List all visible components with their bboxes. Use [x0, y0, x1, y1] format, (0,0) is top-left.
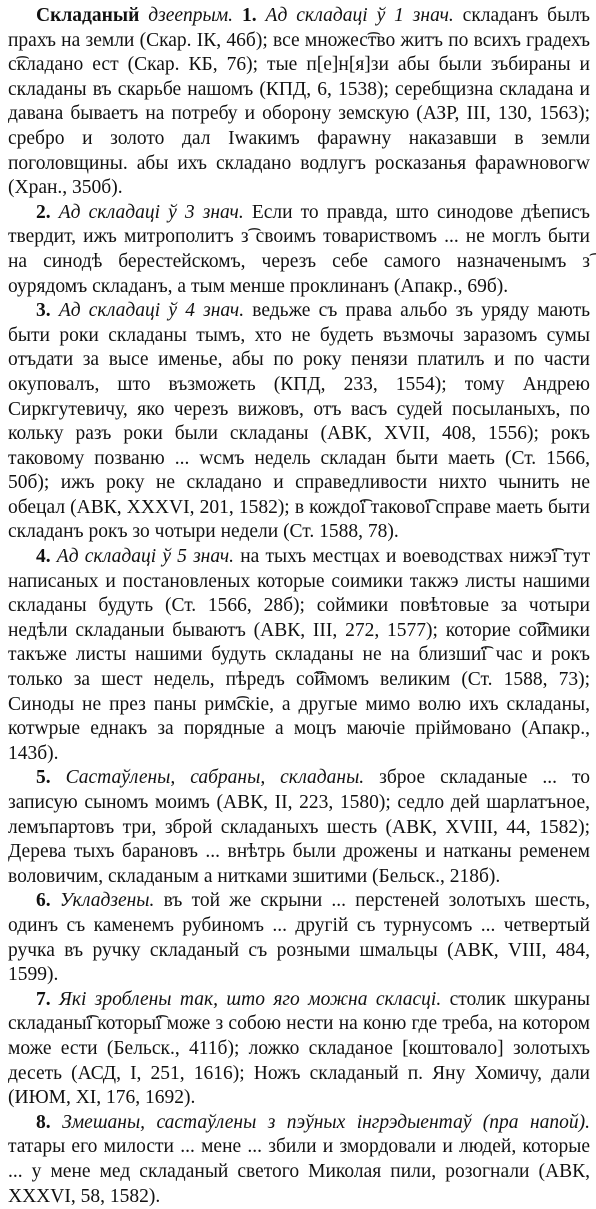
sense-gloss: Ад складаці ў 5 знач. — [56, 546, 235, 568]
sense-gloss: Ад складаці ў 3 знач. — [58, 201, 244, 223]
sense-number: 3. — [36, 300, 51, 322]
sense-number: 1. — [241, 5, 257, 26]
sense-gloss: Ад складаці ў 4 знач. — [58, 300, 245, 322]
sense-6 — [8, 889, 590, 987]
sense-number: 6. — [36, 890, 51, 912]
sense-citations: татары его милости ... мене ... збили и змордовали и людей, которые ... у мене мед складаный светого Миколая пили, розогнали (АВК, XXXVI, 58, 1582). — [8, 1136, 590, 1207]
sense-gloss: Ад складаці ў 1 знач. — [265, 5, 454, 26]
part-of-speech: дзеепрым. — [148, 5, 234, 26]
sense-number: 5. — [36, 767, 51, 789]
sense-8 — [8, 1111, 590, 1209]
sense-5 — [8, 766, 590, 889]
sense-3 — [8, 299, 590, 545]
sense-number: 4. — [36, 546, 51, 568]
sense-citations: столик шкураны складаны͡ї которы͡ї може з собою нести на коню где треба, на котором може ести (Бельск., 411б); ложко складаное [коштовало] золотыхъ десеть (АСД, І, 251, 1616); Ножъ складаный п. Яну Хомичу, дали (ИЮМ, XI, 176, 1692). — [8, 988, 590, 1109]
sense-2 — [8, 201, 590, 299]
sense-number: 8. — [36, 1111, 51, 1133]
sense-citations: на тыхъ местцах и воеводствах нижэ͡ї тут написаных и постановленых которые соимики такжэ листы нашими складаны будуть (Ст. 1566, 28б); соймики повѣтовые за чотыри недѣли складаныи бываютъ (АВК, ІІІ, 272, 1577); которие со͡ймики такъже листы нашими будуть складаны не на близши͡ї час и рокъ только за шест недель, пѣредъ со͡ймомъ великим (Ст. 1588, 73); Синоды не през паны рим͡скіе, а другые мимо волю ихъ складаны, котwрые еднакъ за порядные а моцъ маючіе пріймовано (Апакр., 143б). — [8, 546, 591, 764]
sense-gloss: Які зроблены так, што яго можна скласці. — [59, 988, 442, 1010]
sense-citations: зброе складаные ... то записую сыномъ моимъ (АВК, ІІ, 223, 1580); седло дей шарлатъное, лемъпартовъ три, зброй складаныхъ шесть (АВК, XVIII, 44, 1582); Дерева тыхъ барановъ ... внѣтрь были дрожены и натканы ременем воловичим, складаным а нитками зшитими (Бельск., 218б). — [8, 767, 590, 887]
sense-citations: складанъ былъ прахъ на земли (Скар. ІК, 46б); все множес͡тво житъ по всихъ градехъ с͡кладано ест (Скар. КБ, 76); тые п[е]н[я]зи абы были зъбираны и складаны въ скарьбе нашомъ (КПД, 6, 1538); серебщизна складана и давана бываетъ на потребу и оборону земскую (АЗР, ІІІ, 130, 1563); сребро и золото дал Іwакимъ фараwну наказавши в земли поголовщины. абы ихъ складано водлугъ росказанья фараwновогw (Хран., 350б). — [8, 5, 591, 199]
sense-1 — [8, 4, 590, 201]
sense-citations: въ той же скрыни ... перстеней золотыхъ шесть, одинъ съ каменемъ рубиномъ ... другій съ турнусомъ ... четвертый ручка въ ручку складаный съ розными шмальцы (АВК, VIII, 484, 1599). — [8, 890, 591, 986]
sense-gloss: Змешаны, састаўлены з пэўных інгрэдыентаў (пра напой). — [62, 1111, 591, 1133]
headword: Складаный — [36, 5, 140, 26]
sense-4 — [8, 545, 590, 766]
sense-citations: Если то правда, што синодове дѣеписъ твердит, ижъ митрополитъ з͡ своимъ товариствомъ ... не моглъ быти на синодѣ берестейскомъ, черезъ себе самого назначенымъ з͡ оурядомъ складанъ, а тым менше проклинанъ (Апакр., 69б). — [8, 201, 591, 297]
sense-number: 2. — [36, 201, 51, 223]
sense-citations: ведьже съ права альбо зъ уряду мають быти роки складаны тымъ, хто не будеть възмочы заразомъ сумы отъдати за высе именье, абы по року пенязи платилъ и по части окуповалъ, што възможеть (КПД, 233, 1554); тому Андрею Сиркгутевичу, яко черезъ вижовъ, отъ васъ судей посыланыхъ, по кольку разъ роки были складаны (АВК, XVII, 408, 1556); рокъ таковому позваню ... wсмъ недель складан быти маеть (Ст. 1566, 50б); ижъ року не складано и справедливости нихто чынить не обецал (АВК, XXXVI, 201, 1582); в кождо͡ї таково͡ї справе маеть быти складанъ рокъ зо чотыри недели (Ст. 1588, 78). — [8, 300, 590, 543]
sense-gloss: Састаўлены, сабраны, складаны. — [65, 767, 365, 789]
sense-7 — [8, 988, 590, 1111]
sense-number: 7. — [36, 988, 51, 1010]
sense-gloss: Укладзены. — [59, 890, 155, 912]
